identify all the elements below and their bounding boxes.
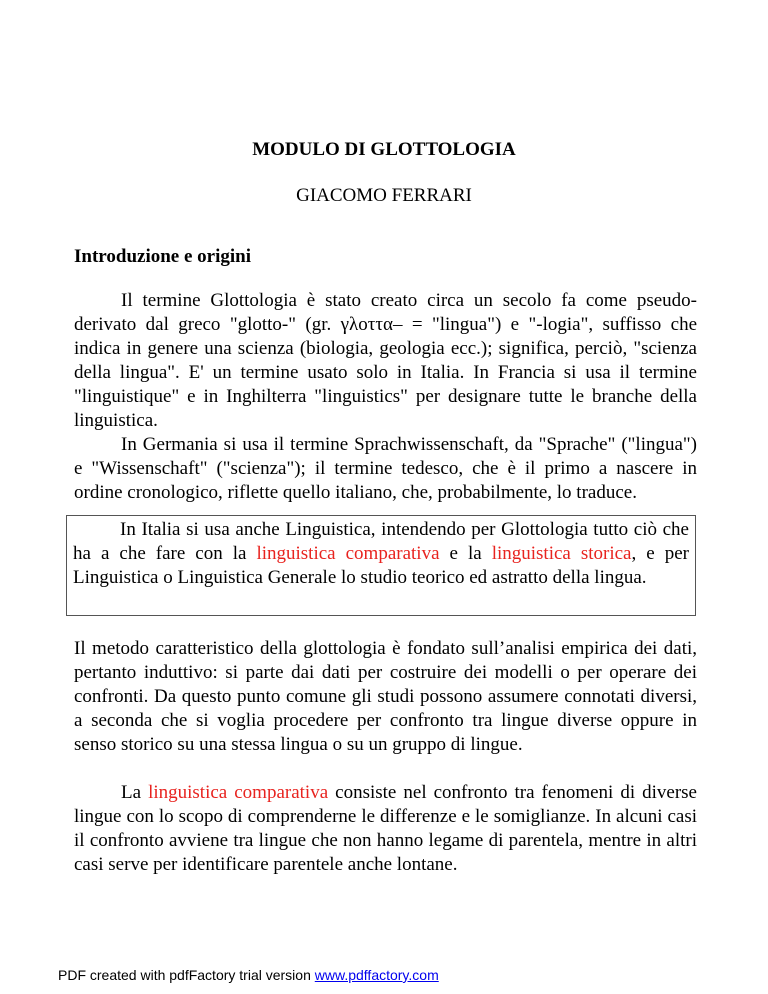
paragraph-italy <box>73 518 689 590</box>
paragraph-germany: In Germania si usa il termine Sprachwissenschaft, da "Sprache" ("lingua") e "Wissenschaft" ("scienza"); il termine tedesco, che è il primo a nascere in ordine cronologico, riflette quello italiano, che, probabilmente, lo traduce. <box>74 434 697 503</box>
footer-text: PDF created with pdfFactory trial version <box>58 967 315 983</box>
section-heading: Introduzione e origini <box>74 246 251 267</box>
paragraph-comparative <box>74 781 697 877</box>
pdffactory-link[interactable]: www.pdffactory.com <box>314 967 439 983</box>
highlight-box <box>66 515 696 616</box>
document-title: MODULO DI GLOTTOLOGIA <box>252 139 516 160</box>
term-linguistica-comparativa-2: linguistica comparativa <box>148 782 329 803</box>
p4-text-1: La <box>121 782 149 803</box>
paragraph-origins: Il termine Glottologia è stato creato circa un secolo fa come pseudo-derivato dal greco "glotto-" (gr. γλοττα– = "lingua") e "-logia", suffisso che indica in genere una scienza (biologia, geologia ecc.); significa, perciò, "scienza della lingua". E' un termine usato solo in Italia. In Francia si usa il termine "linguistique" e in Inghilterra "linguistics" per designare tutte le branche della linguistica. <box>74 290 697 431</box>
box-text-3: , e per Linguistica o Linguistica Generale lo studio teorico ed astratto della lingua. <box>73 543 689 588</box>
term-linguistica-comparativa: linguistica comparativa <box>256 543 440 564</box>
term-linguistica-storica: linguistica storica <box>491 543 632 564</box>
pdf-footer <box>58 967 439 983</box>
paragraph-method: Il metodo caratteristico della glottologia è fondato sull’analisi empirica dei dati, pertanto induttivo: si parte dai dati per costruire dei modelli o per operare dei confronti. Da questo punto comune gli studi possono assumere connotati diversi, a seconda che si voglia procedere per confronto tra lingue diverse oppure in senso storico su una stessa lingua o su un gruppo di lingue. <box>74 638 697 755</box>
p4-text-2: consiste nel confronto tra fenomeni di diverse lingue con lo scopo di comprenderne le differenze e le somiglianze. In alcuni casi il confronto avviene tra lingue che non hanno legame di parentela, mentre in altri casi serve per identificare parentele anche lontane. <box>74 782 697 875</box>
box-text-1: In Italia si usa anche Linguistica, intendendo per Glottologia tutto ciò che ha a che fare con la <box>73 519 689 564</box>
box-text-2: e la <box>439 543 492 564</box>
author-name: GIACOMO FERRARI <box>296 185 472 206</box>
